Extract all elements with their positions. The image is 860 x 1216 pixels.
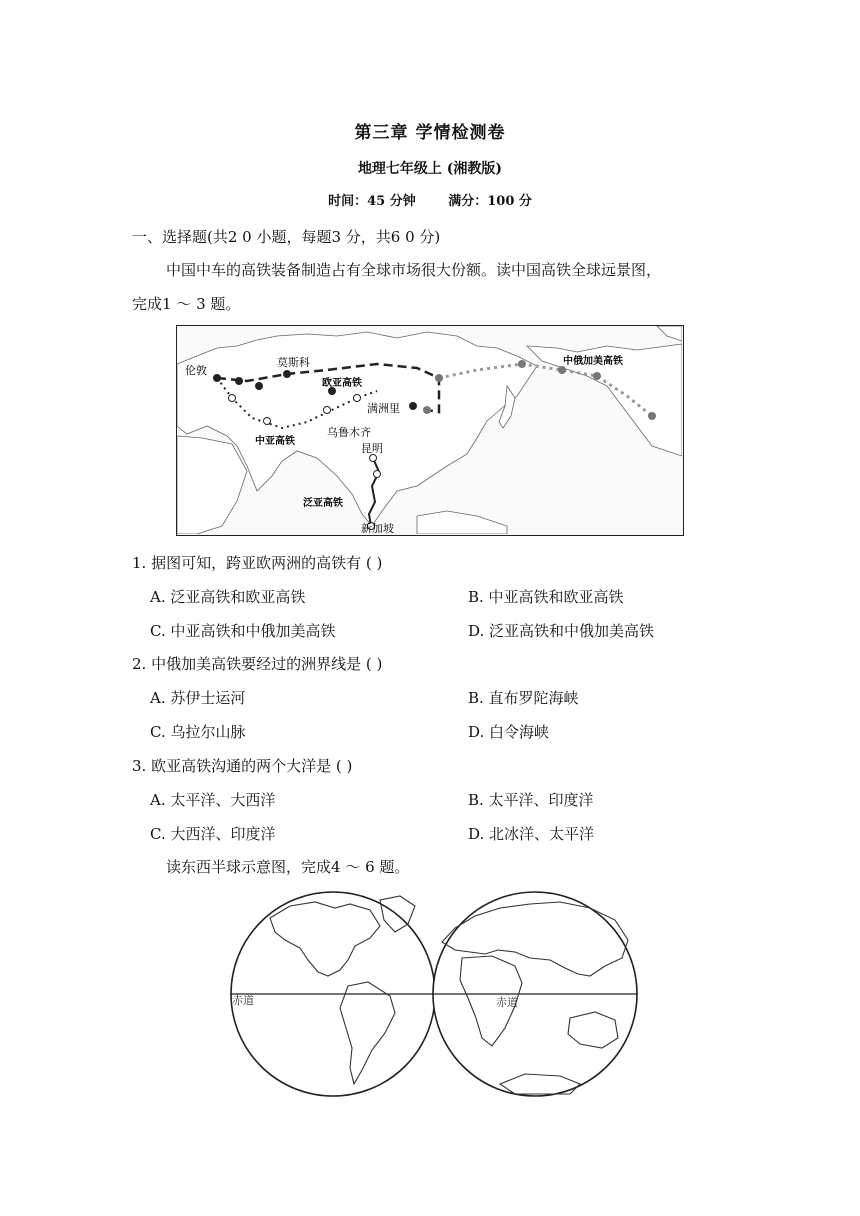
question-2-option-b[interactable]: B. 直布罗陀海峡: [468, 689, 579, 707]
question-1-stem: 1. 据图可知，跨亚欧两洲的高铁有 ( ): [132, 554, 383, 572]
label-urumqi: 乌鲁木齐: [327, 426, 371, 439]
exam-time: 时间：45 分钟: [328, 194, 416, 209]
intro-line-2: 完成1 ～ 3 题。: [132, 295, 241, 313]
label-pan-asia-rail: 泛亚高铁: [303, 498, 343, 509]
question-1-option-b[interactable]: B. 中亚高铁和欧亚高铁: [468, 588, 624, 606]
question-1-option-c[interactable]: C. 中亚高铁和中俄加美高铁: [150, 622, 336, 640]
question-2-stem: 2. 中俄加美高铁要经过的洲界线是 ( ): [132, 655, 383, 673]
section-heading: 一、选择题(共2 0 小题，每题3 分，共6 0 分): [132, 228, 441, 246]
label-london: 伦敦: [185, 364, 207, 377]
question-3-stem: 3. 欧亚高铁沟通的两个大洋是 ( ): [132, 757, 353, 775]
exam-meta: [0, 190, 860, 209]
question-3-option-a[interactable]: A. 太平洋、大西洋: [150, 791, 276, 809]
label-central-asia-rail: 中亚高铁: [255, 436, 295, 447]
label-eurasia-rail: 欧亚高铁: [322, 378, 362, 389]
label-singapore: 新加坡: [361, 522, 394, 534]
question-1-option-d[interactable]: D. 泛亚高铁和中俄加美高铁: [468, 622, 655, 640]
rail-map-svg: [177, 326, 682, 534]
page-title: 第三章 学情检测卷: [354, 123, 506, 143]
question-2-option-d[interactable]: D. 白令海峡: [468, 723, 550, 741]
question-3-option-d[interactable]: D. 北冰洋、太平洋: [468, 825, 595, 843]
hemispheres-diagram: [230, 888, 640, 1098]
equator-label-east: 赤道: [496, 996, 518, 1009]
question-2-option-a[interactable]: A. 苏伊士运河: [150, 689, 246, 707]
label-crarail: 中俄加美高铁: [563, 356, 623, 367]
station-manzhouli: [409, 402, 417, 410]
question-2-option-c[interactable]: C. 乌拉尔山脉: [150, 723, 246, 741]
station-kunming: [370, 455, 377, 462]
label-kunming: 昆明: [361, 442, 383, 455]
page-subtitle: 地理七年级上 (湘教版): [357, 161, 503, 177]
label-moscow: 莫斯科: [277, 356, 310, 369]
question-3-option-b[interactable]: B. 太平洋、印度洋: [468, 791, 594, 809]
question-3-option-c[interactable]: C. 大西洋、印度洋: [150, 825, 276, 843]
question-1-option-a[interactable]: A. 泛亚高铁和欧亚高铁: [150, 588, 306, 606]
station-london: [213, 374, 221, 382]
station-urumqi: [324, 407, 331, 414]
intro-line-1: 中国中车的高铁装备制造占有全球市场很大份额。读中国高铁全球远景图，: [166, 261, 662, 279]
exam-score: 满分：100 分: [448, 194, 532, 209]
station-moscow: [283, 370, 291, 378]
equator-label-west: 赤道: [232, 994, 254, 1007]
rail-map: [176, 325, 684, 536]
label-manzhouli: 满洲里: [367, 402, 400, 415]
section-2-intro: 读东西半球示意图，完成4 ～ 6 题。: [166, 858, 410, 876]
hemispheres-svg: [230, 888, 640, 1098]
